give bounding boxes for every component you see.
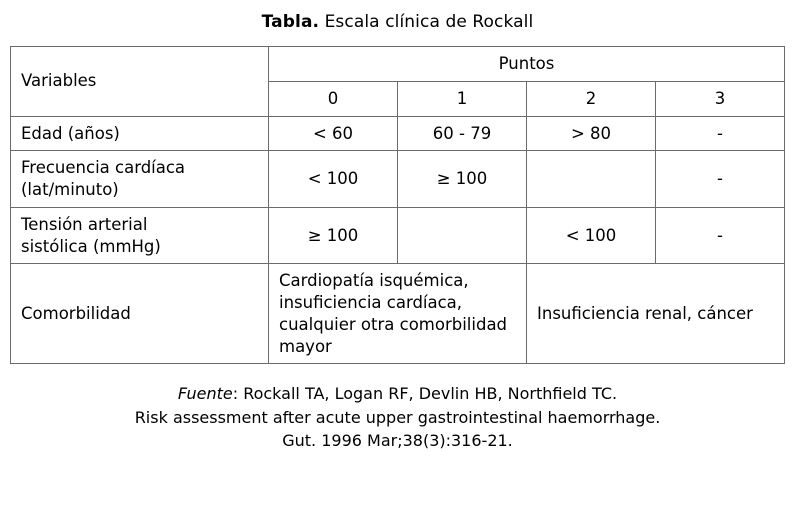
table-header-row-1 <box>11 47 785 82</box>
cell-ta-1 <box>398 207 527 264</box>
table-row <box>11 264 785 364</box>
cell-comorbilidad-0: Cardiopatía isquémica, insuficiencia cardíaca, cualquier otra comorbilidad mayor <box>269 264 527 364</box>
header-puntos: Puntos <box>269 47 785 82</box>
cell-comorbilidad-2: Insuficiencia renal, cáncer <box>527 264 785 364</box>
row-label-comorbilidad: Comorbilidad <box>11 264 269 364</box>
table-caption <box>0 0 795 46</box>
cell-edad-1: 60 - 79 <box>398 116 527 151</box>
row-label-edad: Edad (años) <box>11 116 269 151</box>
row-label-line1: Frecuencia cardíaca <box>21 158 186 178</box>
header-score-3: 3 <box>656 81 785 116</box>
cell-edad-0: < 60 <box>269 116 398 151</box>
table-row <box>11 207 785 264</box>
caption-title: Escala clínica de Rockall <box>324 12 534 32</box>
cell-fc-1: ≥ 100 <box>398 151 527 208</box>
table-row <box>11 151 785 208</box>
table-row <box>11 116 785 151</box>
header-score-0: 0 <box>269 81 398 116</box>
cell-ta-3: - <box>656 207 785 264</box>
source-line-1 <box>0 382 795 405</box>
cell-fc-0: < 100 <box>269 151 398 208</box>
cell-edad-2: > 80 <box>527 116 656 151</box>
caption-label: Tabla. <box>261 12 320 32</box>
cell-fc-2 <box>527 151 656 208</box>
row-label-line2: (lat/minuto) <box>21 180 119 200</box>
source-line-1-text: : Rockall TA, Logan RF, Devlin HB, Northfield TC. <box>232 384 618 404</box>
source-line-3: Gut. 1996 Mar;38(3):316-21. <box>282 430 513 450</box>
source-citation <box>0 364 795 452</box>
cell-ta-2: < 100 <box>527 207 656 264</box>
source-line-2: Risk assessment after acute upper gastrointestinal haemorrhage. <box>134 407 661 427</box>
cell-ta-0: ≥ 100 <box>269 207 398 264</box>
cell-fc-3: - <box>656 151 785 208</box>
row-label-line1: Tensión arterial <box>21 214 148 234</box>
header-score-1: 1 <box>398 81 527 116</box>
header-variables: Variables <box>11 47 269 117</box>
row-label-tension-arterial <box>11 207 269 264</box>
table-container <box>0 46 795 364</box>
cell-edad-3: - <box>656 116 785 151</box>
source-label: Fuente <box>177 384 233 404</box>
row-label-line2: sistólica (mmHg) <box>21 236 161 256</box>
header-score-2: 2 <box>527 81 656 116</box>
row-label-frecuencia-cardiaca <box>11 151 269 208</box>
rockall-score-table <box>10 46 785 364</box>
